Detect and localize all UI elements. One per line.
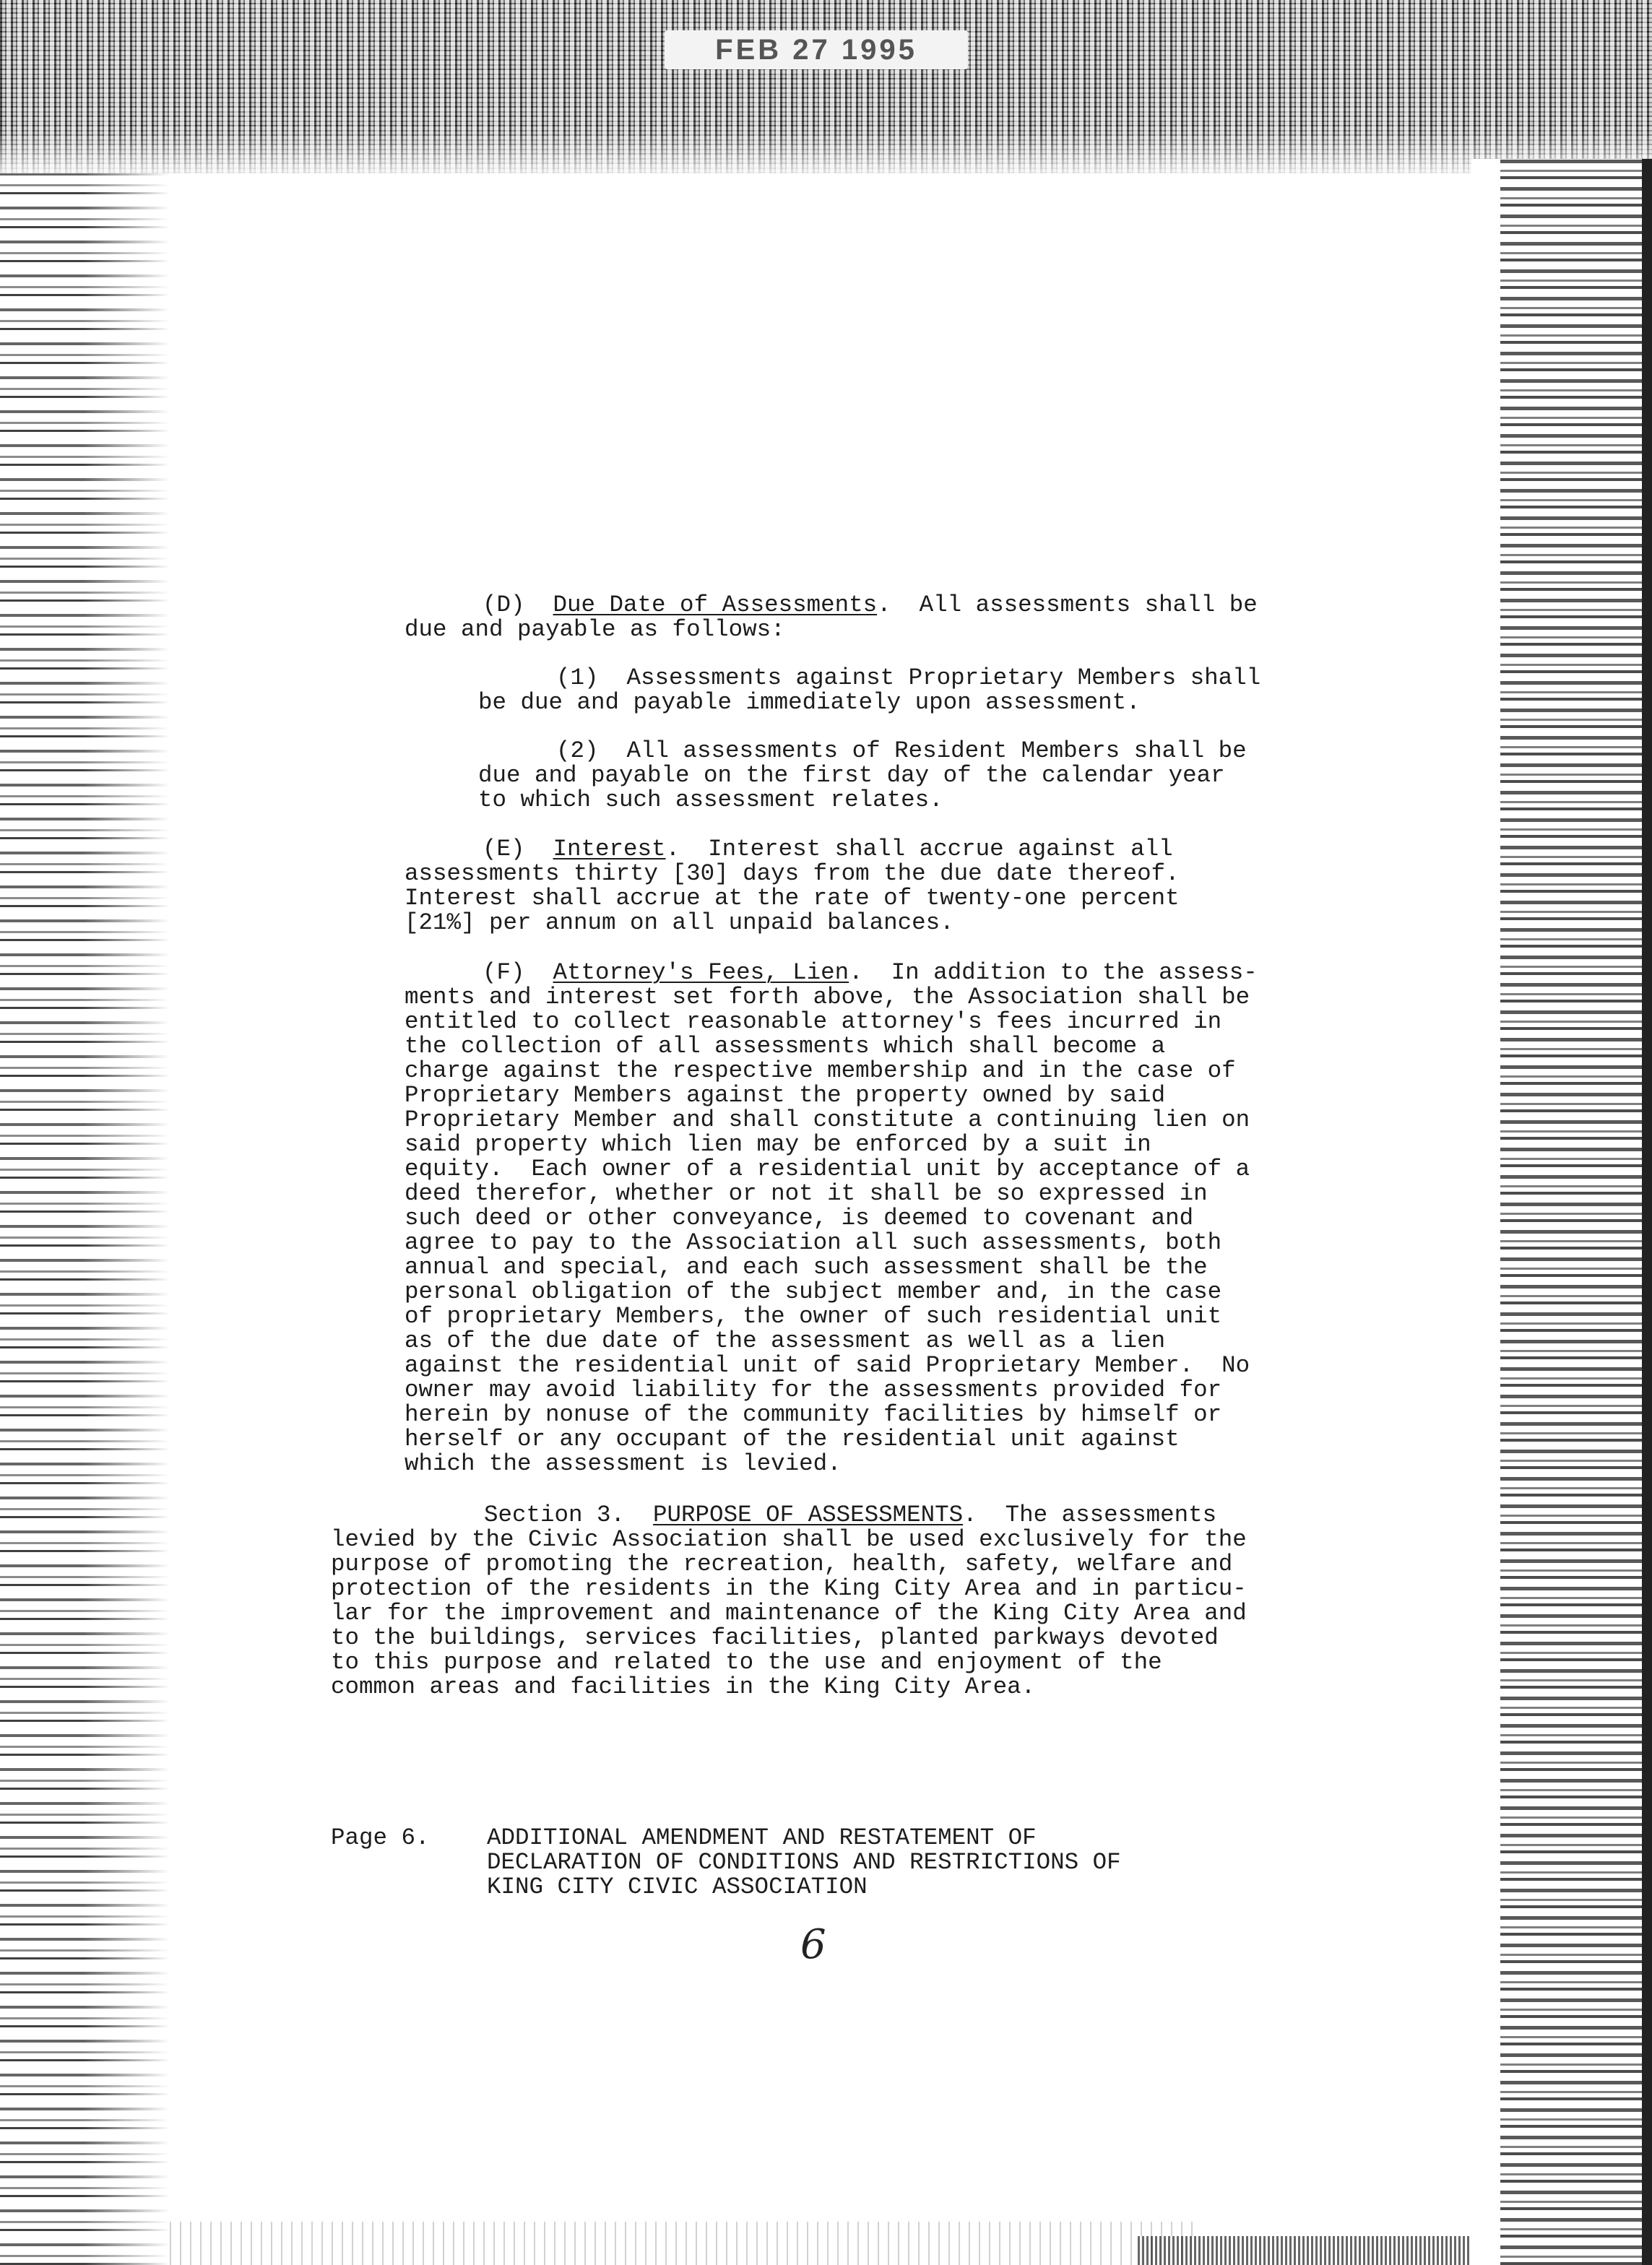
section-d-text: . All assessments shall be [877, 592, 1258, 618]
section-f-line: entitled to collect reasonable attorney's fees incurred in [405, 1008, 1222, 1035]
section-d-heading: Due Date of Assessments [553, 592, 878, 618]
item-1-line-1: (1) Assessments against Proprietary Members shall [556, 664, 1261, 691]
section-f-text: . In addition to the assess- [849, 959, 1258, 986]
section-f-line: herein by nonuse of the community facilities by himself or [405, 1401, 1222, 1428]
section-3-line-1 [484, 1503, 1216, 1528]
section-f-line: against the residential unit of said Proprietary Member. No [405, 1352, 1250, 1379]
section-3-line: protection of the residents in the King City Area and in particu- [331, 1575, 1247, 1602]
section-3-line: lar for the improvement and maintenance of the King City Area and [331, 1600, 1247, 1627]
section-f-line: as of the due date of the assessment as well as a lien [405, 1328, 1166, 1354]
section-f-label: (F) [483, 959, 553, 986]
section-d-line-1 [483, 593, 1258, 618]
section-3-text: . The assessments [963, 1502, 1217, 1528]
page-label: Page 6. [331, 1824, 430, 1851]
section-f-line: Proprietary Member and shall constitute a continuing lien on [405, 1106, 1250, 1133]
section-f-line: annual and special, and each such assessment shall be the [405, 1254, 1208, 1281]
section-f-line: equity. Each owner of a residential unit by acceptance of a [405, 1156, 1250, 1182]
section-e-line: [21%] per annum on all unpaid balances. [405, 909, 954, 936]
section-f-line: of proprietary Members, the owner of such residential unit [405, 1303, 1222, 1330]
section-f-line: such deed or other conveyance, is deemed to covenant and [405, 1205, 1194, 1231]
section-3-line: to the buildings, services facilities, planted parkways devoted [331, 1624, 1219, 1651]
section-3-line: to this purpose and related to the use and enjoyment of the [331, 1649, 1162, 1676]
section-f-line: which the assessment is levied. [405, 1450, 842, 1477]
section-e-text: . Interest shall accrue against all [665, 836, 1173, 862]
section-f-line: Proprietary Members against the property owned by said [405, 1082, 1166, 1109]
item-2-line-3: to which such assessment relates. [478, 787, 943, 813]
section-f-line: charge against the respective membership and in the case of [405, 1057, 1236, 1084]
section-f-line: the collection of all assessments which shall become a [405, 1033, 1166, 1060]
section-3-line: levied by the Civic Association shall be used exclusively for the [331, 1526, 1247, 1553]
item-2-line-2: due and payable on the first day of the calendar year [478, 762, 1225, 789]
section-f-line: agree to pay to the Association all such assessments, both [405, 1229, 1222, 1256]
section-3-label: Section 3. [484, 1502, 654, 1528]
section-f-line: said property which lien may be enforced by a suit in [405, 1131, 1151, 1158]
section-3-heading: PURPOSE OF ASSESSMENTS [653, 1502, 964, 1528]
section-e-line: Interest shall accrue at the rate of twenty-one percent [405, 885, 1180, 911]
section-e-heading: Interest [553, 836, 666, 862]
section-f-line-1 [483, 961, 1258, 985]
date-stamp: FEB 27 1995 [665, 30, 968, 69]
item-1-line-2: be due and payable immediately upon assessment. [478, 689, 1141, 716]
section-3-line: common areas and facilities in the King City Area. [331, 1673, 1036, 1700]
footer-title-line: DECLARATION OF CONDITIONS AND RESTRICTIONS OF [487, 1849, 1121, 1876]
section-f-line: herself or any occupant of the residential unit against [405, 1426, 1180, 1452]
section-e-line: assessments thirty [30] days from the due date thereof. [405, 860, 1180, 887]
section-f-heading: Attorney's Fees, Lien [553, 959, 849, 986]
section-f-line: ments and interest set forth above, the Association shall be [405, 984, 1250, 1010]
section-e-label: (E) [483, 836, 553, 862]
footer-title-line: ADDITIONAL AMENDMENT AND RESTATEMENT OF [487, 1824, 1037, 1851]
footer-title-line: KING CITY CIVIC ASSOCIATION [487, 1874, 868, 1900]
section-f-line: owner may avoid liability for the assessments provided for [405, 1377, 1222, 1403]
section-f-line: personal obligation of the subject member and, in the case [405, 1278, 1222, 1305]
section-d-label: (D) [483, 592, 553, 618]
section-3-line: purpose of promoting the recreation, health, safety, welfare and [331, 1551, 1233, 1577]
item-2-line-1: (2) All assessments of Resident Members shall be [556, 737, 1247, 764]
section-f-line: deed therefor, whether or not it shall be so expressed in [405, 1180, 1208, 1207]
handwritten-page-number: 6 [800, 1921, 826, 1968]
section-e-line-1 [483, 837, 1173, 862]
section-d-line-2: due and payable as follows: [405, 616, 785, 643]
